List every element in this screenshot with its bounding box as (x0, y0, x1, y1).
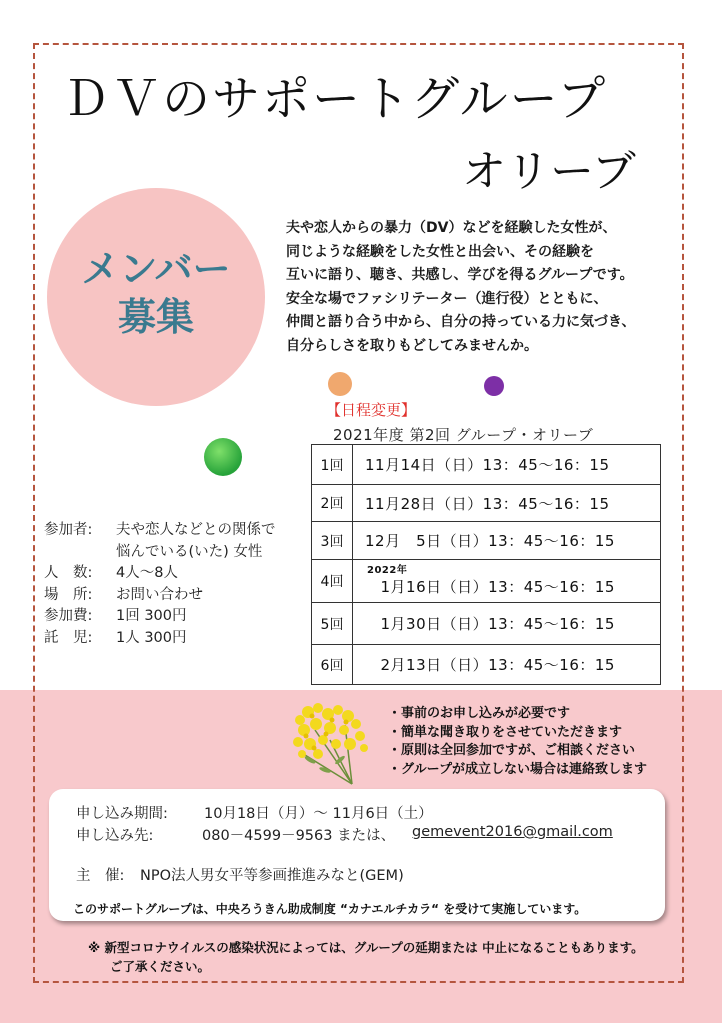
badge-line2: 募集 (117, 295, 194, 339)
count-value: 4人〜8人 (116, 565, 178, 581)
count-label: 人 数: (44, 565, 93, 581)
childcare-value: 1人 300円 (116, 629, 187, 646)
purple-dot-icon (484, 376, 504, 396)
session-number: 6回 (312, 645, 353, 685)
session-date: 11月28日（日）13：45〜16：15 (353, 485, 661, 522)
session-date: 11月14日（日）13：45〜16：15 (353, 445, 661, 485)
grant-text: このサポートグループは、中央ろうきん助成制度 “カナエルチカラ“ を受けて実施しています。 (73, 902, 587, 916)
session-date: 1月30日（日）13：45〜16：15 (353, 603, 661, 645)
session-date-cell (353, 560, 661, 603)
period-label: 申し込み期間: (76, 806, 168, 822)
participation-info (44, 520, 276, 649)
table-row (312, 645, 661, 685)
schedule-title: 2021年度 第2回 グループ・オリーブ (333, 426, 594, 444)
session-number: 2回 (312, 485, 353, 522)
contact-label: 申し込み先: (76, 828, 154, 844)
table-row (312, 522, 661, 560)
fee-value: 1回 300円 (116, 608, 187, 624)
participants-row (44, 520, 276, 542)
mimosa-flower-icon (290, 700, 372, 786)
participants-label: 参加者: (44, 522, 93, 538)
table-row (312, 603, 661, 645)
note-item: ・簡単な聞き取りをさせていただきます (388, 724, 623, 740)
session-date: 12月 5日（日）13：45〜16：15 (353, 522, 661, 560)
place-value: お問い合わせ (116, 586, 203, 603)
session-number: 5回 (312, 603, 353, 645)
note-item: ・事前のお申し込みが必要です (388, 706, 571, 721)
main-title: ＤＶのサポートグループ (62, 71, 608, 127)
session-number: 1回 (312, 445, 353, 485)
intro-line: 安全な場でファシリテーター（進行役）とともに、 (286, 290, 608, 307)
orange-dot-icon (328, 372, 352, 396)
participants-value-line2: 悩んでいる(いた) 女性 (116, 543, 263, 560)
covid-line1: ※ 新型コロナウイルスの感染状況によっては、グループの延期または 中止になることもあります。 (88, 940, 644, 955)
childcare-label: 託 児: (44, 629, 93, 646)
contact-email-link[interactable]: gemevent2016@gmail.com (412, 824, 613, 840)
participants-value: 夫や恋人などとの関係で (116, 522, 276, 538)
covid-notice (88, 938, 644, 976)
intro-line: 同じような経験をした女性と出会い、その経験を (286, 243, 594, 260)
table-row (312, 445, 661, 485)
green-dot-icon (204, 438, 242, 476)
schedule-table (311, 444, 661, 685)
intro-line: 仲間と語り合う中から、自分の持っている力に気づき、 (286, 314, 636, 330)
period-value: 10月18日（月）〜 11月6日（土） (204, 806, 433, 822)
contact-phone: 080－4599－9563 または、 (202, 828, 396, 844)
organizer-value: NPO法人男女平等参画推進みなと(GEM) (140, 868, 404, 884)
intro-text (286, 217, 696, 358)
covid-line2: ご了承ください。 (110, 959, 211, 974)
session-date: 1月16日（日）13：45〜16：15 (365, 577, 615, 596)
fee-label: 参加費: (44, 608, 93, 624)
year-tag: 2022年 (367, 565, 408, 576)
childcare-row (44, 628, 276, 650)
badge-line1: メンバー (81, 247, 231, 291)
intro-line: 互いに語り、聴き、共感し、学びを得るグループです。 (286, 267, 634, 283)
intro-line: 夫や恋人からの暴力（DV）などを経験した女性が、 (286, 220, 617, 236)
organizer-label: 主 催: (76, 868, 125, 884)
table-row (312, 560, 661, 603)
place-label: 場 所: (44, 586, 93, 603)
session-date: 2月13日（日）13：45〜16：15 (353, 645, 661, 685)
fee-row (44, 606, 276, 628)
schedule-change-label: 【日程変更】 (326, 401, 417, 419)
intro-line: 自分らしさを取りもどしてみませんか。 (286, 337, 538, 354)
note-item: ・グループが成立しない場合は連絡致します (388, 761, 647, 777)
note-item: ・原則は全回参加ですが、ご相談ください (388, 743, 636, 758)
notes-list (388, 705, 647, 779)
subtitle-olive: オリーブ (462, 146, 636, 197)
session-number: 4回 (312, 560, 353, 603)
count-row (44, 563, 276, 585)
member-recruitment-badge (47, 245, 265, 341)
place-row (44, 585, 276, 607)
session-number: 3回 (312, 522, 353, 560)
table-row (312, 485, 661, 522)
